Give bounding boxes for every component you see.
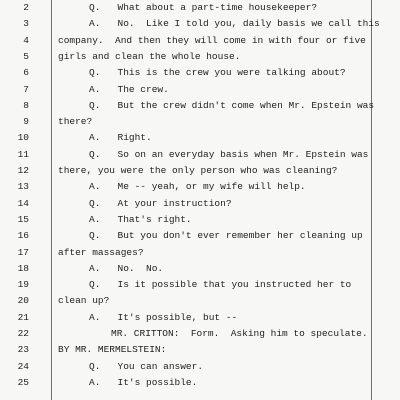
line-text: Q. But you don't ever remember her cleaning up <box>89 230 363 242</box>
line-number: 21 <box>17 311 29 323</box>
transcript-line <box>0 66 400 80</box>
line-text: A. It's possible, but -- <box>89 311 238 323</box>
transcript-line <box>0 327 400 341</box>
transcript-line <box>0 148 400 162</box>
line-text: A. That's right. <box>89 213 192 225</box>
line-number: 25 <box>17 376 29 388</box>
line-number: 20 <box>17 295 29 307</box>
line-text: A. Me -- yeah, or my wife will help. <box>89 181 306 193</box>
line-text: A. Right. <box>89 132 152 144</box>
line-text: clean up? <box>58 295 110 307</box>
line-number: 13 <box>17 181 29 193</box>
line-text: A. The crew. <box>89 83 169 95</box>
transcript-line <box>0 262 400 276</box>
transcript-line <box>0 360 400 374</box>
line-text: Q. Is it possible that you instructed her to <box>89 279 352 291</box>
line-text: MR. CRITTON: Form. Asking him to speculate. <box>111 328 368 339</box>
transcript-line <box>0 343 400 357</box>
line-text: Q. This is the crew you were talking about? <box>89 67 346 79</box>
line-number: 24 <box>17 360 29 372</box>
line-number: 12 <box>17 165 29 176</box>
transcript-line <box>0 99 400 113</box>
transcript-line <box>0 376 400 390</box>
transcript-line <box>0 311 400 325</box>
transcript-line <box>0 164 400 178</box>
transcript-line <box>0 1 400 15</box>
line-text: BY MR. MERMELSTEIN: <box>58 344 167 356</box>
line-text: company. And then they will come in with four or five <box>58 34 366 46</box>
line-number: 7 <box>23 83 29 95</box>
line-text: Q. But the crew didn't come when Mr. Epstein was <box>89 99 375 111</box>
transcript-line <box>0 278 400 292</box>
line-number: 19 <box>17 279 29 291</box>
transcript-line <box>0 83 400 97</box>
line-number: 18 <box>17 262 29 274</box>
transcript-line <box>0 50 400 64</box>
line-number: 10 <box>17 132 29 144</box>
transcript-line <box>0 115 400 129</box>
line-number: 6 <box>23 67 29 79</box>
transcript-line <box>0 34 400 48</box>
line-text: A. It's possible. <box>89 376 198 388</box>
transcript-line <box>0 180 400 194</box>
line-text: there, you were the only person who was cleaning? <box>58 165 338 176</box>
line-text: girls and clean the whole house. <box>58 50 241 62</box>
line-text: Q. At your instruction? <box>89 197 232 209</box>
transcript-line <box>0 213 400 227</box>
transcript-line <box>0 197 400 211</box>
line-number: 2 <box>23 2 29 13</box>
line-text: Q. You can answer. <box>89 360 204 372</box>
line-number: 4 <box>23 34 29 46</box>
transcript-line <box>0 229 400 243</box>
line-text: A. No. Like I told you, daily basis we call this <box>89 18 380 30</box>
transcript-line <box>0 246 400 260</box>
line-number: 5 <box>23 50 29 62</box>
transcript-line <box>0 131 400 145</box>
line-text: after massages? <box>58 246 144 258</box>
line-number: 11 <box>17 148 29 160</box>
line-number: 17 <box>17 246 29 258</box>
line-text: A. No. No. <box>89 262 164 274</box>
line-number: 3 <box>23 18 29 30</box>
line-number: 8 <box>23 99 29 111</box>
line-text: there? <box>58 116 93 128</box>
line-text: Q. So on an everyday basis when Mr. Epstein was <box>89 148 369 160</box>
line-number: 22 <box>17 328 29 339</box>
line-number: 23 <box>17 344 29 356</box>
line-text: Q. What about a part-time housekeeper? <box>89 2 318 13</box>
line-number: 16 <box>17 230 29 242</box>
line-number: 9 <box>23 116 29 128</box>
transcript-line <box>0 17 400 31</box>
line-number: 15 <box>17 213 29 225</box>
transcript-line <box>0 294 400 308</box>
line-number: 14 <box>17 197 29 209</box>
